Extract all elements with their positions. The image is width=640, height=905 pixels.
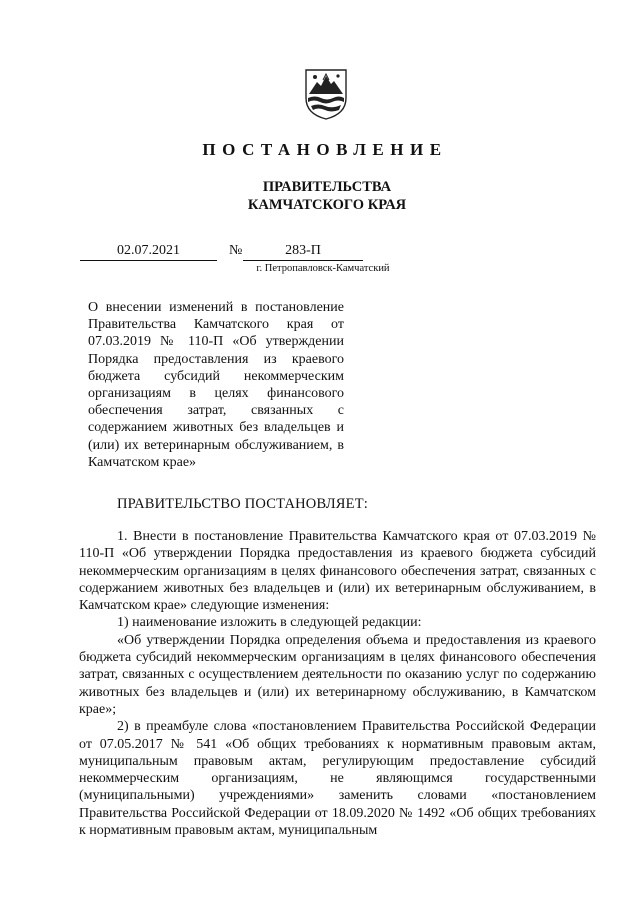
document-type-title: ПОСТАНОВЛЕНИЕ [202,140,448,159]
document-number: 283-П [243,243,363,261]
body-paragraph: 1. Внести в постановление Правительства Камчатского края от 07.03.2019 № 110-П «Об утверждении Порядка предоставления из краевого бюджета субсидий некоммерческим организациям в целях финансового обеспечения затрат, связанных с содержанием животных без владельцев и (или) их ветеринарным обслуживанием, в Камчатском крае» следующие изменения: [79,529,596,614]
number-sign: № [229,243,243,258]
document-body [79,528,596,839]
document-date: 02.07.2021 [80,243,217,261]
document-subject: О внесении изменений в постановление Правительства Камчатского края от 07.03.2019 № 110-П «Об утверждении Порядка предоставления из краевого бюджета субсидий некоммерческим организациям в целях финансового обеспечения затрат, связанных с содержанием животных без владельцев и (или) их ветеринарным обслуживанием, в Камчатском крае» [88,300,344,470]
authority-line-1: ПРАВИТЕЛЬСТВА [262,179,392,195]
authority-line-2: КАМЧАТСКОГО КРАЯ [247,197,407,213]
issuing-authority [0,178,640,214]
body-paragraph: 2) в преамбуле слова «постановлением Правительства Российской Федерации от 07.05.2017 № 541 «Об общих требованиях к нормативным правовым актам, муниципальным правовым актам, регулирующим предоставление субсидий некоммерческим организациям, не являющимся государственными (муниципальными) учреждениями» заменить словами «постановлением Правительства Российской Федерации от 18.09.2020 № 1492 «Об общих требованиях к нормативным правовым актам, муниципальным [79,719,596,839]
coat-of-arms-emblem [303,68,349,120]
document-place: г. Петропавловск-Камчатский [256,263,390,274]
body-paragraph: «Об утверждении Порядка определения объема и предоставления из краевого бюджета субсидий некоммерческим организациям в целях финансового обеспечения затрат, связанных с осуществлением деятельности по оказанию услуг по содержанию животных без владельцев и (или) их ветеринарному обслуживанию, в Камчатском крае»; [79,632,596,717]
body-paragraph: 1) наименование изложить в следующей редакции: [117,615,422,631]
resolution-heading: ПРАВИТЕЛЬСТВО ПОСТАНОВЛЯЕТ: [117,496,369,512]
